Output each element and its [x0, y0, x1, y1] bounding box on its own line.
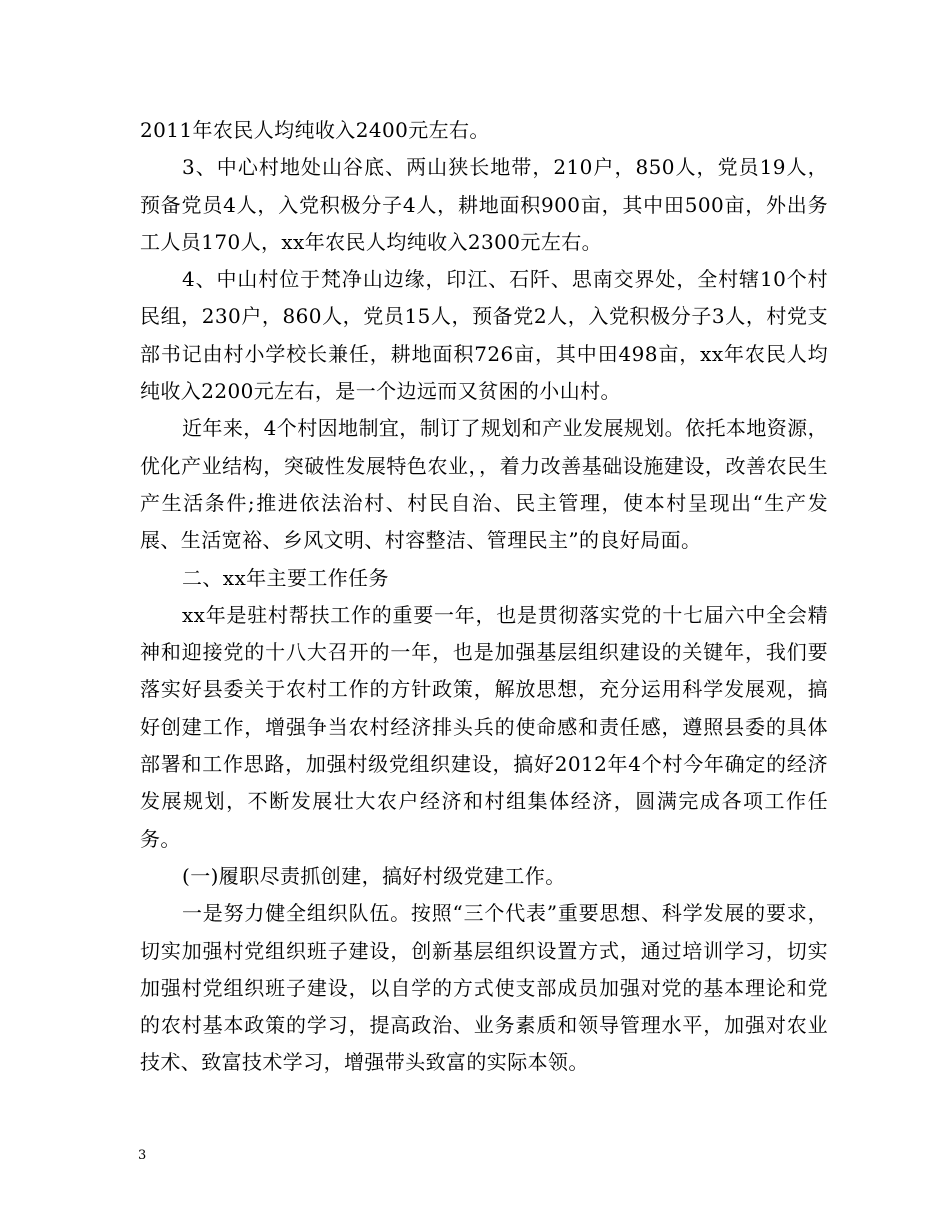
page-number: 3: [138, 1148, 147, 1163]
paragraph-organization-team: 一是努力健全组织队伍。按照“三个代表”重要思想、科学发展的要求，切实加强村党组织班子建设，创新基层组织设置方式，通过培训学习，切实加强村党组织班子建设，以自学的方式使支部成员加强对党的基本理论和党的农村基本政策的学习，提高政治、业务素质和领导管理水平，加强对农业技术、致富技术学习，增强带头致富的实际本领。: [140, 901, 828, 1075]
section-heading-main-tasks: 二、xx年主要工作任务: [182, 565, 389, 590]
paragraph-income-2011: 2011年农民人均纯收入2400元左右。: [140, 118, 490, 142]
paragraph-recent-years: 近年来，4个村因地制宜，制订了规划和产业发展规划。依托本地资源，优化产业结构，突破性发展特色农业，，着力改善基础设施建设，改善农民生产生活条件;推进依法治村、村民自治、民主管理，使本村呈现出“生产发展、生活宽裕、乡风文明、村容整洁、管理民主”的良好局面。: [140, 416, 828, 553]
paragraph-year-overview: xx年是驻村帮扶工作的重要一年，也是贯彻落实党的十七届六中全会精神和迎接党的十八大召开的一年，也是加强基层组织建设的关键年，我们要落实好县委关于农村工作的方针政策，解放思想，充分运用科学发展观，搞好创建工作，增强争当农村经济排头兵的使命感和责任感，遵照县委的具体部署和工作思路，加强村级党组织建设，搞好2012年4个村今年确定的经济发展规划，不断发展壮大农户经济和村组集体经济，圆满完成各项工作任务。: [140, 602, 828, 851]
paragraph-zhongshan-village: 4、中山村位于梵净山边缘，印江、石阡、思南交界处，全村辖10个村民组，230户，860人，党员15人，预备党2人，入党积极分子3人，村党支部书记由村小学校长兼任，耕地面积726亩，其中田498亩，xx年农民人均纯收入2200元左右，是一个边远而又贫困的小山村。: [140, 267, 828, 404]
paragraph-zhongxin-village: 3、中心村地处山谷底、两山狭长地带，210户，850人，党员19人，预备党员4人，入党积极分子4人，耕地面积900亩，其中田500亩，外出务工人员170人，xx年农民人均纯收入2300元左右。: [140, 155, 828, 254]
subsection-heading-party-building: (一)履职尽责抓创建，搞好村级党建工作。: [182, 863, 566, 888]
document-body: [140, 112, 828, 1082]
